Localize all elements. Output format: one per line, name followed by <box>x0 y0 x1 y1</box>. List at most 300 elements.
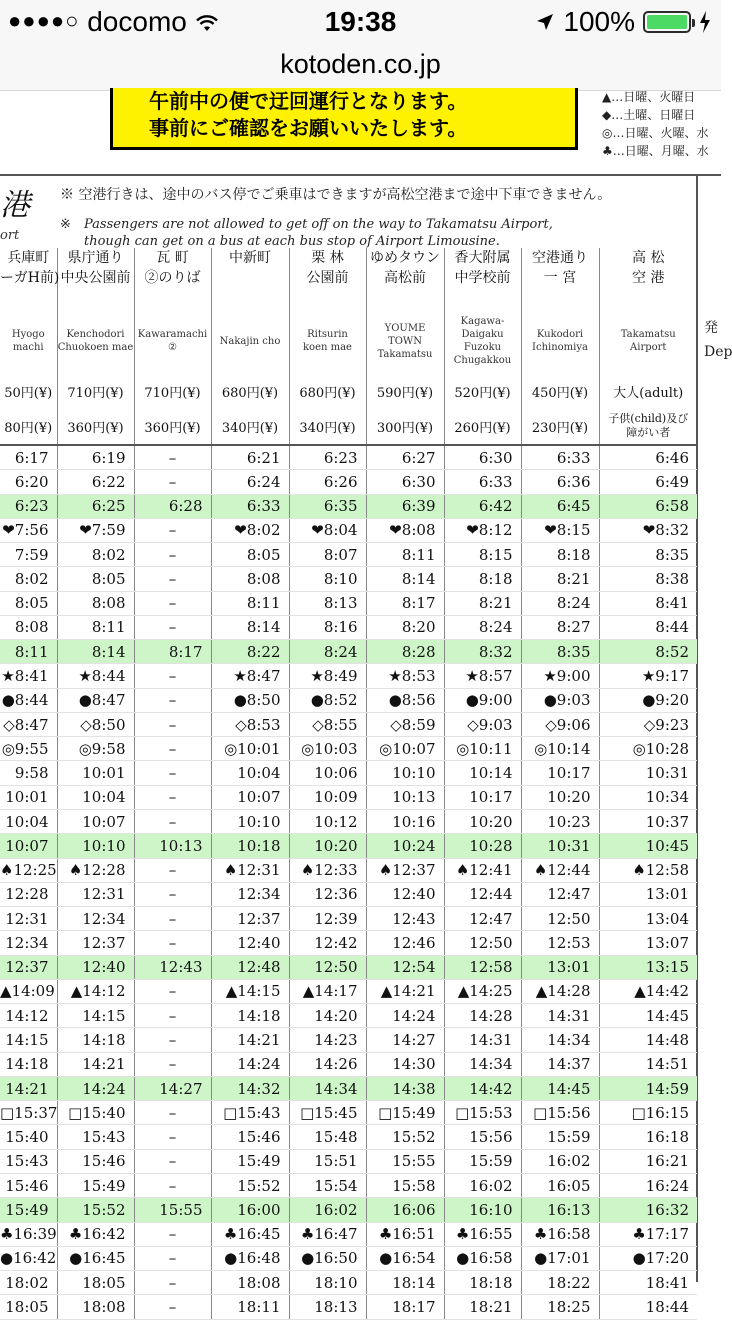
departure-time: 12:37 <box>57 931 134 955</box>
departure-time: 13:04 <box>599 907 697 931</box>
child-fare: 360円(¥) <box>134 408 211 445</box>
departure-time: ♠12:31 <box>211 858 289 882</box>
departure-time: – <box>134 785 211 809</box>
departure-time: ▲14:42 <box>599 979 697 1003</box>
table-row <box>0 1149 697 1173</box>
departure-time: 8:11 <box>211 591 289 615</box>
stop-name-en: Hyogo machi <box>11 329 45 353</box>
departure-time: ♠12:25 <box>0 858 57 882</box>
departure-time: ♣16:55 <box>444 1222 521 1246</box>
departure-time: 18:18 <box>444 1271 521 1295</box>
note-english-line-1: Passengers are not allowed to get off on the way to Takamatsu Airport, <box>84 217 553 232</box>
table-row <box>0 494 697 518</box>
departure-time: 18:08 <box>57 1295 134 1319</box>
departure-time: 12:34 <box>57 907 134 931</box>
child-fare: 80円(¥) <box>0 408 57 445</box>
departure-time: 15:55 <box>134 1198 211 1222</box>
departure-time: – <box>134 979 211 1003</box>
departure-time: 10:07 <box>57 809 134 833</box>
departure-time: 6:45 <box>521 494 599 518</box>
table-row <box>0 567 697 591</box>
departure-time: ●8:52 <box>289 688 366 712</box>
departure-time: 8:24 <box>521 591 599 615</box>
departure-time: 8:08 <box>57 591 134 615</box>
departure-time: 8:15 <box>444 543 521 567</box>
departure-time: 18:25 <box>521 1295 599 1319</box>
departure-time: 10:13 <box>134 834 211 858</box>
departure-time: 8:14 <box>211 615 289 639</box>
adult-fare: 710円(¥) <box>57 374 134 408</box>
departure-time: □15:45 <box>289 1101 366 1125</box>
departure-time: ★8:57 <box>444 664 521 688</box>
departure-time: – <box>134 445 211 470</box>
departure-time: 10:13 <box>366 785 444 809</box>
stop-name-en: Ritsurin koen mae <box>289 308 366 374</box>
departure-time: 12:54 <box>366 955 444 979</box>
departure-time: 14:31 <box>444 1028 521 1052</box>
departure-time: – <box>134 737 211 761</box>
stop-name-line-2: 公園前 <box>306 270 349 286</box>
departure-time: 8:32 <box>444 640 521 664</box>
departure-time: 12:50 <box>444 931 521 955</box>
departure-time: – <box>134 809 211 833</box>
departure-time: 8:11 <box>57 615 134 639</box>
table-row <box>0 955 697 979</box>
departure-time: 14:27 <box>134 1076 211 1100</box>
stop-name-header <box>444 248 521 308</box>
departure-time: – <box>134 518 211 542</box>
stop-name-line-2: 一 宮 <box>543 270 577 286</box>
departure-time: 14:18 <box>211 1004 289 1028</box>
departure-time: 8:24 <box>289 640 366 664</box>
departure-time: 18:22 <box>521 1271 599 1295</box>
departure-time: □15:56 <box>521 1101 599 1125</box>
departure-time: 14:42 <box>444 1076 521 1100</box>
next-table-label-jp: 発 <box>704 320 718 336</box>
departure-time: ★8:53 <box>366 664 444 688</box>
table-row <box>0 761 697 785</box>
departure-time: ◇8:50 <box>57 712 134 736</box>
departure-time: 10:24 <box>366 834 444 858</box>
next-table-label-en: Dep <box>704 344 732 360</box>
departure-time: 18:08 <box>211 1271 289 1295</box>
departure-time: ●16:48 <box>211 1246 289 1270</box>
departure-time: 14:24 <box>57 1076 134 1100</box>
child-fare: 340円(¥) <box>211 408 289 445</box>
departure-time: ●9:03 <box>521 688 599 712</box>
departure-time: 16:05 <box>521 1173 599 1197</box>
departure-time: 8:17 <box>366 591 444 615</box>
departure-time: 12:58 <box>444 955 521 979</box>
departure-time: 12:31 <box>57 882 134 906</box>
table-row <box>0 1198 697 1222</box>
departure-time: – <box>134 1149 211 1173</box>
departure-time: 13:01 <box>599 882 697 906</box>
table-row <box>0 664 697 688</box>
table-row <box>0 785 697 809</box>
departure-time: 14:34 <box>289 1076 366 1100</box>
departure-time: 10:20 <box>289 834 366 858</box>
child-fare: 360円(¥) <box>57 408 134 445</box>
note-english-line-2: though can get on a bus at each bus stop of Airport Limousine. <box>84 234 500 249</box>
status-bar <box>0 0 721 44</box>
stop-name-header <box>521 248 599 308</box>
stop-name-en: Takamatsu Airport <box>599 308 697 374</box>
stop-name-line-1: 瓦 町 <box>156 250 189 266</box>
departure-time: 10:06 <box>289 761 366 785</box>
departure-time: ★8:47 <box>211 664 289 688</box>
departure-time: 6:27 <box>366 445 444 470</box>
departure-time: 14:21 <box>57 1052 134 1076</box>
departure-time: 6:24 <box>211 470 289 494</box>
departure-time: ●9:00 <box>444 688 521 712</box>
departure-time: 6:33 <box>211 494 289 518</box>
stop-name-header <box>134 248 211 308</box>
departure-time: 8:16 <box>289 615 366 639</box>
departure-time: 15:59 <box>521 1125 599 1149</box>
departure-time: 14:21 <box>211 1028 289 1052</box>
departure-time: 12:46 <box>366 931 444 955</box>
detour-notice <box>110 88 578 150</box>
status-right <box>535 6 711 38</box>
departure-time: ❤8:02 <box>211 518 289 542</box>
departure-time: ◎10:01 <box>211 737 289 761</box>
departure-time: 12:28 <box>0 882 57 906</box>
stop-name-en: Kagawa- Daigaku Fuzoku Chugakkou <box>444 308 521 374</box>
table-row <box>0 1295 697 1319</box>
departure-time: 16:02 <box>289 1198 366 1222</box>
departure-time: 12:43 <box>366 907 444 931</box>
departure-time: 14:32 <box>211 1076 289 1100</box>
departure-time: ♣16:45 <box>211 1222 289 1246</box>
departure-time: 14:15 <box>0 1028 57 1052</box>
departure-time: 15:54 <box>289 1173 366 1197</box>
departure-time: ◇8:59 <box>366 712 444 736</box>
departure-time: 8:44 <box>599 615 697 639</box>
departure-time: 14:34 <box>444 1052 521 1076</box>
departure-time: 6:23 <box>289 445 366 470</box>
departure-time: 6:49 <box>599 470 697 494</box>
departure-time: □15:53 <box>444 1101 521 1125</box>
departure-time: ♠12:41 <box>444 858 521 882</box>
stop-name-line-1: 兵庫町 <box>7 250 50 266</box>
departure-time: 18:05 <box>57 1271 134 1295</box>
departure-time: 8:35 <box>521 640 599 664</box>
departure-time: – <box>134 858 211 882</box>
departure-time: 10:09 <box>289 785 366 809</box>
departure-time: – <box>134 1295 211 1319</box>
legend-item: ◆…土曜、日曜日 <box>602 108 696 122</box>
departure-time: 10:01 <box>57 761 134 785</box>
departure-time: – <box>134 1271 211 1295</box>
table-row <box>0 737 697 761</box>
departure-time: 8:02 <box>0 567 57 591</box>
departure-time: ▲14:25 <box>444 979 521 1003</box>
timetable <box>0 248 697 1320</box>
departure-time: 12:47 <box>521 882 599 906</box>
departure-time: 18:13 <box>289 1295 366 1319</box>
stop-name-header <box>366 248 444 308</box>
departure-time: 14:24 <box>366 1004 444 1028</box>
departure-time: 6:33 <box>521 445 599 470</box>
departure-time: – <box>134 907 211 931</box>
departure-time: 10:14 <box>444 761 521 785</box>
departure-time: 14:18 <box>0 1052 57 1076</box>
stop-name-row <box>0 248 697 308</box>
stop-name-line-1: 中新町 <box>229 250 271 266</box>
departure-time: ▲14:21 <box>366 979 444 1003</box>
departure-time: 8:05 <box>211 543 289 567</box>
departure-time: 16:32 <box>599 1198 697 1222</box>
departure-time: ●8:50 <box>211 688 289 712</box>
departure-time: 8:41 <box>599 591 697 615</box>
notice-line-1: 午前中の便で迂回運行となります。 <box>149 89 468 113</box>
departure-time: 12:37 <box>0 955 57 979</box>
departure-time: – <box>134 567 211 591</box>
stop-name-en-row <box>0 308 697 374</box>
stop-name-line-2: ーガH前) <box>0 270 60 286</box>
departure-time: 15:52 <box>211 1173 289 1197</box>
departure-time: 10:04 <box>211 761 289 785</box>
stop-name-line-1: 高 松 <box>632 250 665 266</box>
departure-time: □16:15 <box>599 1101 697 1125</box>
table-row <box>0 907 697 931</box>
departure-time: ❤7:56 <box>0 518 57 542</box>
departure-time: 10:17 <box>521 761 599 785</box>
departure-time: 18:02 <box>0 1271 57 1295</box>
stop-name-line-1: 香大附属 <box>454 250 511 266</box>
departure-time: 6:36 <box>521 470 599 494</box>
departure-time: 15:40 <box>0 1125 57 1149</box>
departure-time: 8:21 <box>521 567 599 591</box>
departure-time: 15:48 <box>289 1125 366 1149</box>
departure-time: 14:34 <box>521 1028 599 1052</box>
departure-time: ★8:49 <box>289 664 366 688</box>
departure-time: 6:25 <box>57 494 134 518</box>
departure-time: 8:02 <box>57 543 134 567</box>
departure-time: 6:46 <box>599 445 697 470</box>
address-bar[interactable] <box>0 44 721 91</box>
departure-time: 15:52 <box>57 1198 134 1222</box>
departure-time: 14:28 <box>444 1004 521 1028</box>
adult-fare: 710円(¥) <box>134 374 211 408</box>
departure-time: – <box>134 761 211 785</box>
departure-time: 8:11 <box>366 543 444 567</box>
symbol-legend <box>602 88 721 160</box>
legend-item: ◎…日曜、火曜、水 <box>602 126 709 140</box>
table-row <box>0 858 697 882</box>
departure-time: ●9:20 <box>599 688 697 712</box>
departure-time: 15:46 <box>0 1173 57 1197</box>
stop-name-line-1: 栗 林 <box>311 250 344 266</box>
table-row <box>0 1222 697 1246</box>
departure-time: 10:04 <box>0 809 57 833</box>
url-text[interactable]: kotoden.co.jp <box>280 49 441 79</box>
table-row <box>0 1076 697 1100</box>
stop-name-line-2: 中央公園前 <box>60 270 131 286</box>
departure-time: 12:40 <box>366 882 444 906</box>
departure-time: – <box>134 1173 211 1197</box>
departure-time: 12:44 <box>444 882 521 906</box>
departure-time: ◎10:07 <box>366 737 444 761</box>
departure-time: 10:28 <box>444 834 521 858</box>
departure-time: ◇8:53 <box>211 712 289 736</box>
departure-time: 14:45 <box>599 1004 697 1028</box>
departure-time: 6:17 <box>0 445 57 470</box>
departure-time: 14:59 <box>599 1076 697 1100</box>
departure-time: 10:10 <box>211 809 289 833</box>
departure-time: ●8:44 <box>0 688 57 712</box>
departure-time: 18:11 <box>211 1295 289 1319</box>
departure-time: 10:23 <box>521 809 599 833</box>
departure-time: 12:31 <box>0 907 57 931</box>
departure-time: 12:34 <box>0 931 57 955</box>
departure-time: – <box>134 543 211 567</box>
departure-time: ★8:41 <box>0 664 57 688</box>
departure-time: 10:07 <box>0 834 57 858</box>
departure-time: ▲14:09 <box>0 979 57 1003</box>
departure-time: ▲14:17 <box>289 979 366 1003</box>
departure-time: 6:35 <box>289 494 366 518</box>
departure-time: 6:30 <box>366 470 444 494</box>
departure-time: ▲14:15 <box>211 979 289 1003</box>
departure-time: ●8:56 <box>366 688 444 712</box>
departure-time: 6:28 <box>134 494 211 518</box>
departure-time: 18:44 <box>599 1295 697 1319</box>
note-japanese: ※ 空港行きは、途中のバス停でご乗車はできますが高松空港まで途中下車できません。 <box>60 187 612 203</box>
departure-time: 18:10 <box>289 1271 366 1295</box>
departure-time: 16:10 <box>444 1198 521 1222</box>
departure-time: ●16:42 <box>0 1246 57 1270</box>
departure-time: 14:24 <box>211 1052 289 1076</box>
departure-time: 8:27 <box>521 615 599 639</box>
departure-time: 16:00 <box>211 1198 289 1222</box>
departure-time: 15:46 <box>57 1149 134 1173</box>
departure-time: 12:37 <box>211 907 289 931</box>
adult-fare: 50円(¥) <box>4 385 53 401</box>
departure-time: 6:20 <box>0 470 57 494</box>
departure-time: 8:35 <box>599 543 697 567</box>
departure-time: ●16:50 <box>289 1246 366 1270</box>
departure-time: 14:38 <box>366 1076 444 1100</box>
departure-time: ●16:54 <box>366 1246 444 1270</box>
departure-time: 12:48 <box>211 955 289 979</box>
departure-time: 8:17 <box>134 640 211 664</box>
table-row <box>0 979 697 1003</box>
adult-fare: 450円(¥) <box>521 374 599 408</box>
table-row <box>0 809 697 833</box>
location-arrow-icon <box>535 12 555 32</box>
departure-time: 8:14 <box>366 567 444 591</box>
signal-strength-icon: ●●●●○ <box>8 8 80 33</box>
departure-time: 10:20 <box>444 809 521 833</box>
departure-time: 15:56 <box>444 1125 521 1149</box>
departure-time: 10:16 <box>366 809 444 833</box>
departure-time: 10:31 <box>599 761 697 785</box>
adult-fare: 680円(¥) <box>289 374 366 408</box>
departure-time: 18:41 <box>599 1271 697 1295</box>
stop-name-en: Kukodori Ichinomiya <box>521 308 599 374</box>
departure-time: ●8:47 <box>57 688 134 712</box>
departure-time: 13:15 <box>599 955 697 979</box>
departure-time: – <box>134 664 211 688</box>
table-row <box>0 688 697 712</box>
departure-time: – <box>134 591 211 615</box>
departure-time: 14:30 <box>366 1052 444 1076</box>
departure-time: 10:34 <box>599 785 697 809</box>
departure-time: 8:18 <box>521 543 599 567</box>
stop-name-line-2: 空 港 <box>632 270 665 286</box>
departure-time: 10:10 <box>366 761 444 785</box>
stop-name-en: Nakajin cho <box>211 308 289 374</box>
departure-time: 18:14 <box>366 1271 444 1295</box>
departure-time: 15:59 <box>444 1149 521 1173</box>
departure-time: – <box>134 1222 211 1246</box>
departure-time: ◇9:03 <box>444 712 521 736</box>
table-row <box>0 712 697 736</box>
departure-time: ♠12:37 <box>366 858 444 882</box>
note-english <box>60 216 700 250</box>
departure-time: 15:51 <box>289 1149 366 1173</box>
departure-time: 6:33 <box>444 470 521 494</box>
departure-time: 10:18 <box>211 834 289 858</box>
departure-time: ◎10:14 <box>521 737 599 761</box>
departure-time: 15:49 <box>57 1173 134 1197</box>
departure-time: – <box>134 688 211 712</box>
stop-name-en: YOUME TOWN Takamatsu <box>366 308 444 374</box>
child-fare-row <box>0 408 697 445</box>
departure-time: 12:42 <box>289 931 366 955</box>
departure-time: 12:36 <box>289 882 366 906</box>
legend-item: ♣…日曜、月曜、水 <box>602 144 709 158</box>
departure-time: 8:24 <box>444 615 521 639</box>
child-fare: 260円(¥) <box>444 408 521 445</box>
stop-name-en: Kenchodori Chuokoen mae <box>57 308 134 374</box>
table-row <box>0 834 697 858</box>
departure-time: 8:05 <box>0 591 57 615</box>
departure-time: ♣16:39 <box>0 1222 57 1246</box>
table-row <box>0 882 697 906</box>
departure-time: ◎10:11 <box>444 737 521 761</box>
departure-time: 15:49 <box>0 1198 57 1222</box>
table-row <box>0 640 697 664</box>
departure-time: 18:05 <box>0 1295 57 1319</box>
departure-time: 12:47 <box>444 907 521 931</box>
timetable-sheet <box>0 174 732 1316</box>
departure-time: 8:13 <box>289 591 366 615</box>
stop-name-en: Kawaramachi ② <box>134 308 211 374</box>
departure-time: 12:40 <box>211 931 289 955</box>
stop-name-header <box>289 248 366 308</box>
departure-time: □15:40 <box>57 1101 134 1125</box>
departure-time: 14:26 <box>289 1052 366 1076</box>
table-row <box>0 591 697 615</box>
table-row <box>0 1125 697 1149</box>
departure-time: 16:06 <box>366 1198 444 1222</box>
departure-time: 14:23 <box>289 1028 366 1052</box>
child-fare: 300円(¥) <box>366 408 444 445</box>
stop-name-line-1: ゆめタウン <box>370 250 440 266</box>
child-fare: 230円(¥) <box>521 408 599 445</box>
departure-time: – <box>134 1246 211 1270</box>
departure-time: 14:31 <box>521 1004 599 1028</box>
departure-time: – <box>134 712 211 736</box>
departure-time: □15:37 <box>0 1101 57 1125</box>
departure-time: 9:58 <box>0 761 57 785</box>
departure-time: ♣16:47 <box>289 1222 366 1246</box>
departure-time: 14:37 <box>521 1052 599 1076</box>
departure-time: 6:23 <box>0 494 57 518</box>
